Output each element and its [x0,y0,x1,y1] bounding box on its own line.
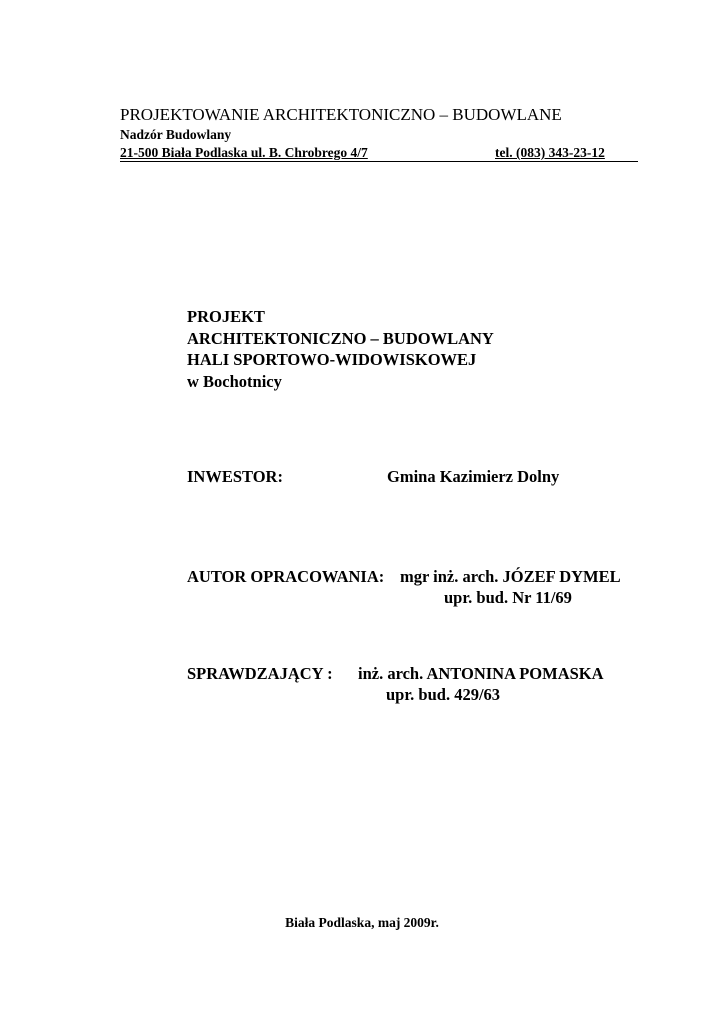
author-label: AUTOR OPRACOWANIA: [187,567,385,586]
investor-label: INWESTOR: [187,467,283,486]
company-address: 21-500 Biała Podlaska ul. B. Chrobrego 4/7 [120,145,368,160]
project-title-line-1: PROJEKT [187,307,265,326]
letterhead [120,105,640,162]
project-title-line-2: ARCHITEKTONICZNO – BUDOWLANY [187,328,494,348]
department-name: Nadzór Budowlany [120,127,232,142]
author-license: upr. bud. Nr 11/69 [444,588,572,607]
author-name: mgr inż. arch. JÓZEF DYMEL [400,567,621,586]
checker-name: inż. arch. ANTONINA POMASKA [358,664,604,683]
address-line [120,144,638,162]
company-name: PROJEKTOWANIE ARCHITEKTONICZNO – BUDOWLANE [120,105,562,124]
place-and-date: Biała Podlaska, maj 2009r. [285,915,439,930]
checker-license: upr. bud. 429/63 [386,685,501,704]
project-title-line-4: w Bochotnicy [187,371,282,391]
company-phone: tel. (083) 343-23-12 [495,145,605,160]
project-title-line-3: HALI SPORTOWO-WIDOWISKOWEJ [187,350,477,369]
project-title [187,306,494,392]
investor-value: Gmina Kazimierz Dolny [387,467,560,486]
checker-label: SPRAWDZAJĄCY : [187,664,333,683]
